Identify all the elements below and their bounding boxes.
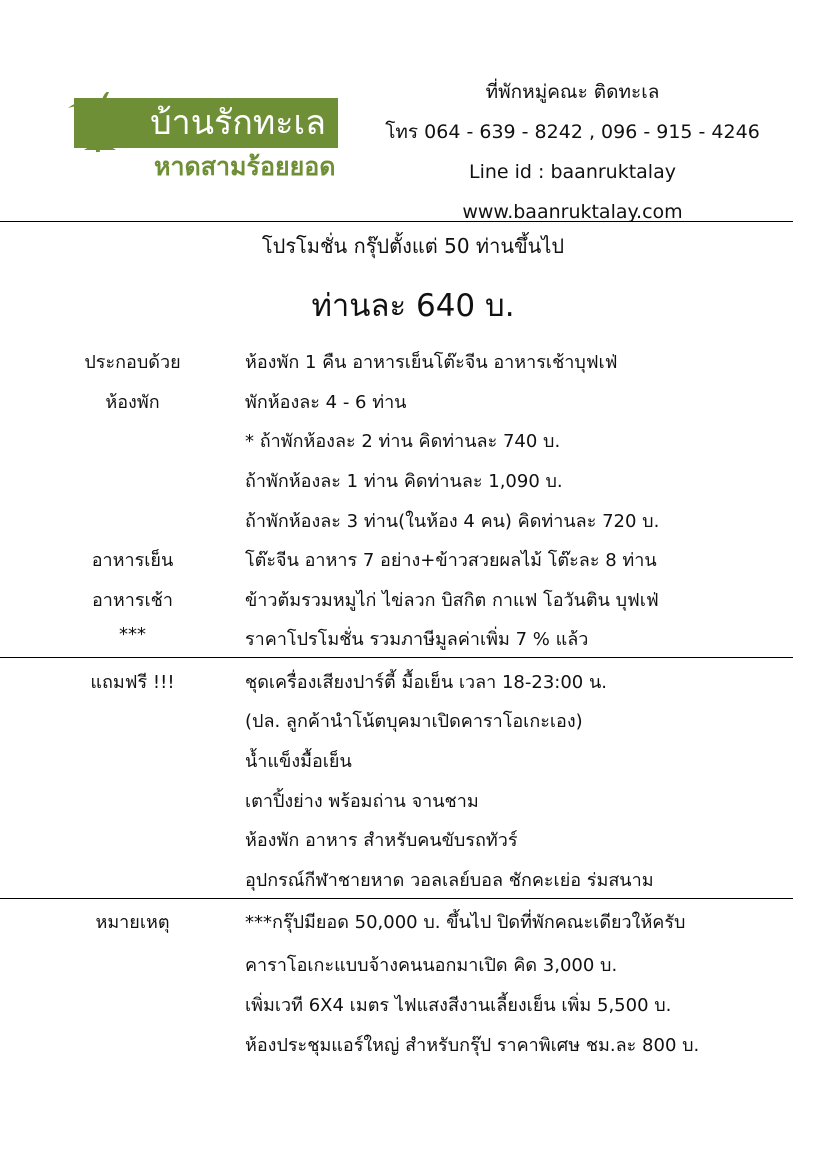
row-value: ห้องพัก อาหาร สำหรับคนขับรถทัวร์ (245, 830, 518, 851)
detail-row (0, 545, 826, 583)
divider (0, 898, 793, 899)
detail-row (0, 990, 826, 1028)
row-value: คาราโอเกะแบบจ้างคนนอกมาเปิด คิด 3,000 บ. (245, 955, 618, 976)
row-value: ถ้าพักห้องละ 3 ท่าน(ในห้อง 4 คน) คิดท่านละ 720 บ. (245, 511, 660, 532)
row-value: ถ้าพักห้องละ 1 ท่าน คิดท่านละ 1,090 บ. (245, 471, 563, 492)
detail-row (0, 466, 826, 504)
divider (0, 657, 793, 658)
promo-title: โปรโมชั่น กรุ๊ปตั้งแต่ 50 ท่านขึ้นไป (261, 234, 565, 258)
row-value: เตาปิ้งย่าง พร้อมถ่าน จานชาม (245, 791, 479, 812)
row-value: ห้องพัก 1 คืน อาหารเย็นโต๊ะจีน อาหารเช้าบุฟเฟ่ (245, 352, 618, 373)
logo-brand: บ้านรักทะเล (74, 98, 338, 148)
logo-subtitle: หาดสามร้อยยอด (154, 152, 336, 181)
detail-row (0, 426, 826, 464)
contact-phone: โทร 064 - 639 - 8242 , 096 - 915 - 4246 (385, 121, 760, 143)
detail-row (0, 667, 826, 705)
row-value: น้ำแข็งมื้อเย็น (245, 751, 352, 772)
detail-row (0, 347, 826, 385)
row-value: ราคาโปรโมชั่น รวมภาษีมูลค่าเพิ่ม 7 % แล้ว (245, 629, 589, 650)
detail-row (0, 506, 826, 544)
detail-row (0, 387, 826, 425)
row-value: ชุดเครื่องเสียงปาร์ตี้ มื้อเย็น เวลา 18-23:00 น. (245, 672, 607, 693)
row-label: *** (119, 624, 146, 645)
row-value: ข้าวต้มรวมหมูไก่ ไข่ลวก บิสกิต กาแฟ โอวันติน บุฟเฟ่ (245, 590, 659, 611)
row-label: ประกอบด้วย (84, 352, 181, 373)
row-label: แถมฟรี !!! (90, 672, 175, 693)
row-label: อาหารเย็น (91, 550, 174, 571)
row-value: ***กรุ๊ปมียอด 50,000 บ. ขึ้นไป ปิดที่พักคณะเดียวให้ครับ (245, 912, 686, 933)
detail-row (0, 950, 826, 988)
promo-price: ท่านละ 640 บ. (311, 288, 515, 324)
row-value: พักห้องละ 4 - 6 ท่าน (245, 392, 407, 413)
contact-block (375, 72, 770, 232)
row-label: ห้องพัก (105, 392, 160, 413)
divider (0, 221, 793, 222)
row-value: (ปล. ลูกค้านำโน้ตบุคมาเปิดคาราโอเกะเอง) (245, 711, 583, 732)
row-value: ห้องประชุมแอร์ใหญ่ สำหรับกรุ๊ป ราคาพิเศษ ชม.ละ 800 บ. (245, 1035, 700, 1056)
row-value: โต๊ะจีน อาหาร 7 อย่าง+ข้าวสวยผลไม้ โต๊ะละ 8 ท่าน (245, 550, 657, 571)
contact-website: www.baanruktalay.com (462, 201, 683, 223)
detail-row (0, 907, 826, 945)
logo (64, 92, 344, 184)
detail-row (0, 786, 826, 824)
detail-row (0, 746, 826, 784)
row-value: อุปกรณ์กีฬาชายหาด วอลเลย์บอล ชักคะเย่อ ร่มสนาม (245, 870, 654, 891)
detail-row (0, 825, 826, 863)
row-label: อาหารเช้า (91, 590, 174, 611)
row-value: * ถ้าพักห้องละ 2 ท่าน คิดท่านละ 740 บ. (245, 431, 561, 452)
row-value: เพิ่มเวที 6X4 เมตร ไฟแสงสีงานเลี้ยงเย็น เพิ่ม 5,500 บ. (245, 995, 672, 1016)
detail-row (0, 706, 826, 744)
contact-tagline: ที่พักหมู่คณะ ติดทะเล (485, 81, 660, 103)
detail-row (0, 1030, 826, 1068)
detail-row (0, 585, 826, 623)
contact-line-id: Line id : baanruktalay (469, 161, 676, 183)
row-label: หมายเหตุ (95, 912, 170, 933)
